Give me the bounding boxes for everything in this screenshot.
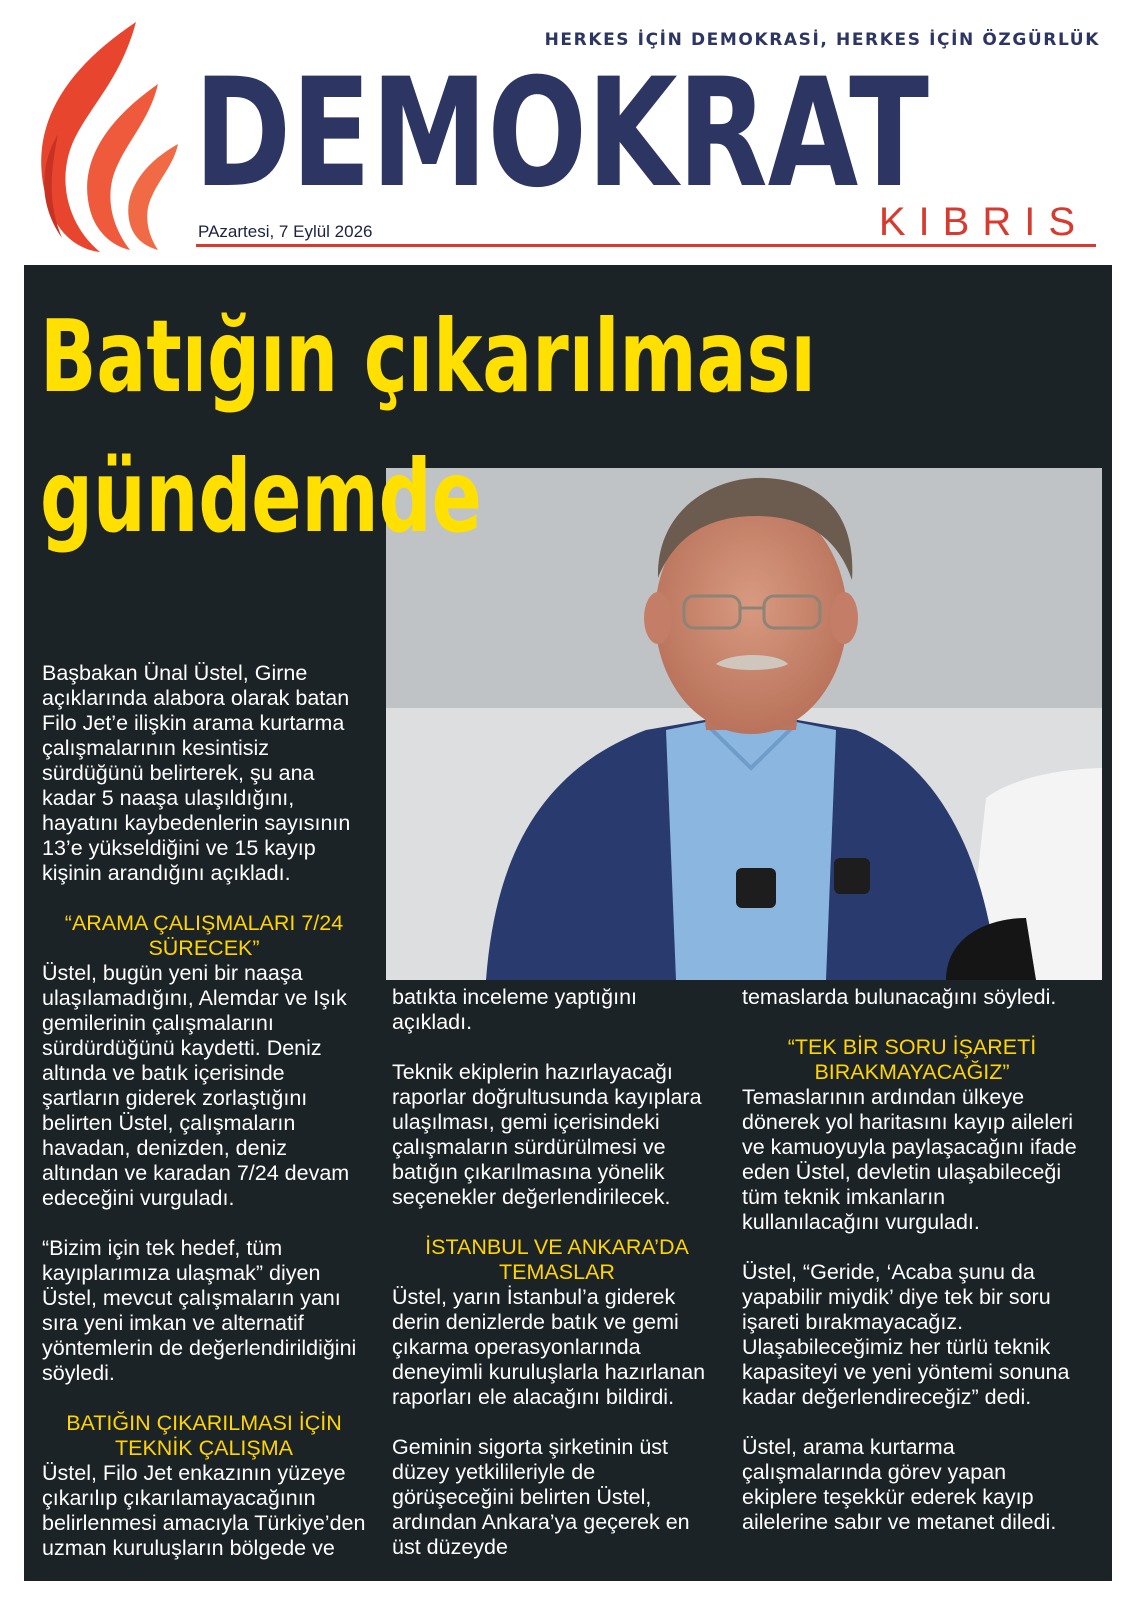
paragraph: Temaslarının ardından ülkeye dönerek yol haritasını kayıp aileleri ve kamuoyuyla paylaşacağını ifade eden Üstel, devletin ulaşabileceği tüm teknik imkanların kullanılacağını vurguladı.	[742, 1085, 1077, 1234]
masthead-slogan: HERKES İÇİN DEMOKRASİ, HERKES İÇİN ÖZGÜRLÜK	[544, 30, 1100, 50]
paragraph: Üstel, “Geride, ‘Acaba şunu da yapabilir miydik’ diye tek bir soru işareti bırakmayacağız. Ulaşabileceğimiz her türlü teknik kapasiteyi ve yeni yöntemi sonuna kadar değerlendireceğiz” dedi.	[742, 1260, 1070, 1409]
paragraph: Başbakan Ünal Üstel, Girne açıklarında alabora olarak batan Filo Jet’e ilişkin arama kurtarma çalışmalarının kesintisiz sürdüğünü belirterek, şu ana kadar 5 naaşa ulaşıldığını, hayatını kaybedenlerin sayısının 13’e yükseldiğini ve 15 kayıp kişinin arandığını açıkladı.	[42, 661, 351, 885]
masthead	[0, 0, 1136, 262]
article-column-3	[742, 985, 1082, 1560]
paragraph: Üstel, yarın İstanbul’a giderek derin denizlerde batık ve gemi çıkarma operasyonlarında deneyimli kuruluşlarla hazırlanan raporları ele alacağını bildirdi.	[392, 1285, 706, 1409]
paragraph: Geminin sigorta şirketinin üst düzey yetkilileriyle de görüşeceğini belirten Üstel, ardından Ankara’ya geçerek en üst düzeyde	[392, 1435, 690, 1559]
brand-text: DEMOKRAT	[194, 47, 929, 221]
subheading: İSTANBUL VE ANKARA’DA TEMASLAR	[425, 1235, 689, 1284]
paragraph: “Bizim için tek hedef, tüm kayıplarımıza ulaşmak” diyen Üstel, mevcut çalışmaların yanı sıra yeni imkan ve alternatif yöntemlerin de değerlendirildiğini söyledi.	[42, 1236, 357, 1385]
article-panel	[24, 265, 1112, 1581]
subheading: BATIĞIN ÇIKARILMASI İÇİN TEKNİK ÇALIŞMA	[66, 1411, 342, 1460]
article-column-2	[392, 985, 722, 1581]
masthead-divider	[196, 244, 1096, 247]
paragraph: temaslarda bulunacağını söyledi.	[742, 985, 1057, 1009]
flame-logo-icon	[18, 14, 184, 254]
paragraph: Üstel, arama kurtarma çalışmalarında görev yapan ekiplere teşekkür ederek kayıp ailelerine sabır ve metanet diledi.	[742, 1435, 1057, 1534]
paragraph: Teknik ekiplerin hazırlayacağı raporlar doğrultusunda kayıplara ulaşılması, gemi içerisindeki çalışmaların sürdürülmesi ve batığın çıkarılmasına yönelik seçenekler değerlendirilecek.	[392, 1060, 702, 1209]
headline-line-1: Batığın çıkarılması	[40, 298, 816, 415]
article-column-1	[42, 661, 366, 1581]
subheading: “ARAMA ÇALIŞMALARI 7/24 SÜRECEK”	[64, 911, 344, 960]
masthead-subbrand: KIBRIS	[878, 200, 1088, 244]
subheading: “TEK BİR SORU İŞARETİ BIRAKMAYACAĞIZ”	[787, 1035, 1037, 1084]
headline-line-2: gündemde	[40, 438, 482, 555]
paragraph: batıkta inceleme yaptığını açıkladı.	[392, 985, 638, 1034]
issue-date: PAzartesi, 7 Eylül 2026	[198, 222, 373, 241]
masthead-brand	[194, 47, 1110, 221]
paragraph: Üstel, bugün yeni bir naaşa ulaşılamadığını, Alemdar ve Işık gemilerinin çalışmalarını sürdürdüğünü kaydetti. Deniz altında ve batık içerisinde şartların giderek zorlaştığını belirten Üstel, çalışmaların havadan, denizden, deniz altından ve karadan 7/24 devam edeceğini vurguladı.	[42, 961, 350, 1210]
paragraph: Üstel, Filo Jet enkazının yüzeye çıkarılıp çıkarılamayacağının belirlenmesi amacıyla Türkiye’den uzman kuruluşların bölgede ve	[42, 1461, 366, 1560]
headline	[40, 287, 1100, 567]
